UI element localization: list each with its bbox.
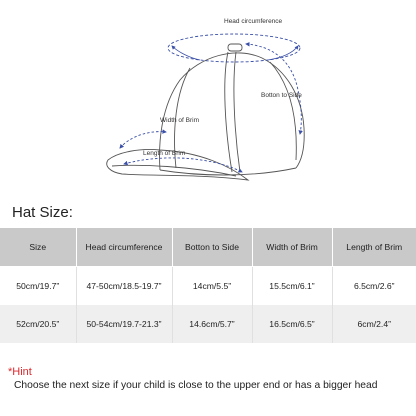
header-length-of-brim: Length of Brim bbox=[332, 228, 416, 267]
cell-head-circumference: 50-54cm/19.7-21.3” bbox=[76, 305, 172, 343]
table-row bbox=[0, 267, 416, 306]
cell-width-of-brim: 16.5cm/6.5” bbox=[252, 305, 332, 343]
cell-length-of-brim: 6cm/2.4” bbox=[332, 305, 416, 343]
table-header-row bbox=[0, 228, 416, 267]
header-head-circumference: Head circumference bbox=[76, 228, 172, 267]
header-size: Size bbox=[0, 228, 76, 267]
hat-diagram bbox=[0, 0, 416, 200]
table-row bbox=[0, 305, 416, 343]
size-table bbox=[0, 228, 416, 343]
head-circumference-ellipse bbox=[168, 34, 300, 62]
label-length-of-brim: Length of Brim bbox=[143, 150, 186, 157]
hint-title: *Hint bbox=[8, 366, 32, 378]
header-button-to-side: Botton to Side bbox=[172, 228, 252, 267]
label-head-circumference: Head circumference bbox=[224, 18, 283, 25]
cell-head-circumference: 47-50cm/18.5-19.7” bbox=[76, 267, 172, 306]
hint-text: Choose the next size if your child is close to the upper end or has a bigger head bbox=[14, 380, 378, 391]
cell-button-to-side: 14.6cm/5.7” bbox=[172, 305, 252, 343]
cell-size: 52cm/20.5” bbox=[0, 305, 76, 343]
width-of-brim-arrow bbox=[120, 132, 166, 148]
cell-length-of-brim: 6.5cm/2.6” bbox=[332, 267, 416, 306]
cap-outline bbox=[107, 44, 304, 180]
label-width-of-brim: Width of Brim bbox=[160, 117, 200, 124]
header-width-of-brim: Width of Brim bbox=[252, 228, 332, 267]
hat-size-title: Hat Size: bbox=[12, 204, 73, 221]
cell-button-to-side: 14cm/5.5” bbox=[172, 267, 252, 306]
cell-width-of-brim: 15.5cm/6.1” bbox=[252, 267, 332, 306]
label-button-to-side: Botton to Side bbox=[261, 92, 302, 99]
cell-size: 50cm/19.7” bbox=[0, 267, 76, 306]
